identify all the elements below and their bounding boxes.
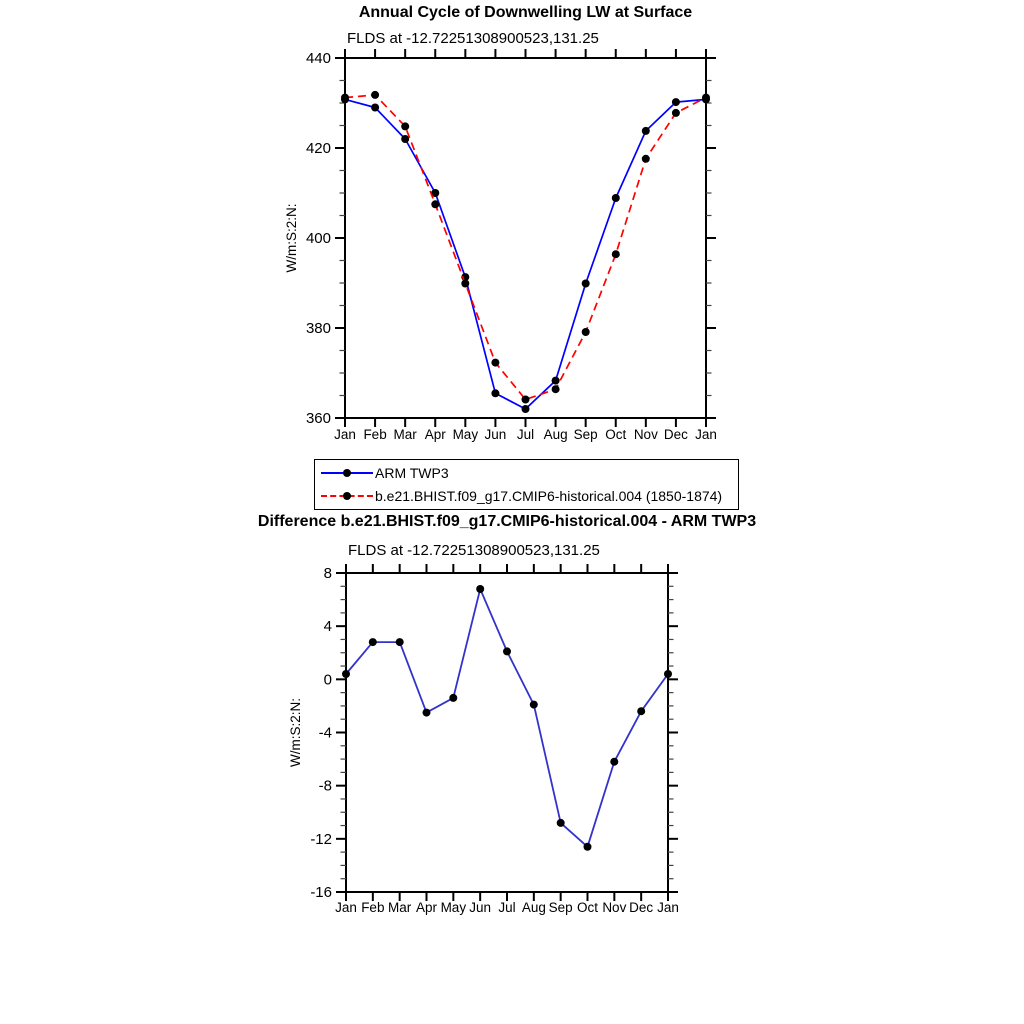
x-tick-label: Mar bbox=[393, 427, 417, 442]
x-axis bbox=[334, 49, 717, 442]
y-tick-label: 440 bbox=[305, 50, 331, 67]
x-tick-label: Jan bbox=[334, 427, 356, 442]
data-point-marker bbox=[461, 280, 469, 288]
data-point-marker bbox=[341, 94, 349, 102]
series-b-e21-bhist-f09-g17-cmip6-historical-004-1850-1874- bbox=[341, 91, 710, 404]
data-point-marker bbox=[341, 95, 349, 103]
legend-line-sample-model bbox=[321, 491, 373, 501]
y-tick-label: 4 bbox=[323, 618, 332, 636]
x-tick-label: Jan bbox=[657, 900, 679, 915]
data-point-marker bbox=[461, 273, 469, 281]
difference-subtitle: FLDS at -12.72251308900523,131.25 bbox=[348, 542, 600, 559]
data-point-marker bbox=[530, 701, 538, 709]
data-point-marker bbox=[582, 328, 590, 336]
data-point-marker bbox=[342, 670, 350, 678]
x-tick-label: Nov bbox=[633, 427, 658, 442]
legend-label-model: b.e21.BHIST.f09_g17.CMIP6-historical.004 (1850-1874) bbox=[375, 488, 723, 504]
data-point-marker bbox=[612, 250, 620, 258]
series-arm-twp3 bbox=[341, 95, 710, 413]
y-axis-title: W/m:S:2:N: bbox=[284, 203, 299, 273]
y-tick-label: 360 bbox=[305, 410, 331, 427]
y-axis-title: W/m:S:2:N: bbox=[288, 697, 303, 768]
x-tick-label: Sep bbox=[573, 427, 598, 442]
y-tick-label: -16 bbox=[310, 884, 332, 901]
y-tick-label: 420 bbox=[305, 140, 331, 157]
legend-label-obs: ARM TWP3 bbox=[375, 465, 449, 481]
data-point-marker bbox=[522, 405, 530, 413]
data-point-marker bbox=[642, 155, 650, 163]
plot-frame bbox=[346, 573, 668, 892]
x-tick-label: Jan bbox=[695, 427, 717, 442]
x-tick-label: Feb bbox=[361, 900, 385, 915]
data-point-marker bbox=[552, 377, 560, 385]
data-point-marker bbox=[371, 91, 379, 99]
y-tick-label: 0 bbox=[323, 671, 332, 689]
data-point-marker bbox=[612, 194, 620, 202]
y-axis bbox=[310, 565, 678, 901]
data-point-marker bbox=[702, 94, 710, 102]
data-point-marker bbox=[642, 127, 650, 135]
series-line bbox=[345, 99, 706, 409]
x-tick-label: Feb bbox=[363, 427, 387, 442]
data-point-marker bbox=[582, 280, 590, 288]
y-tick-label: 380 bbox=[305, 320, 331, 337]
data-point-marker bbox=[401, 135, 409, 143]
data-point-marker bbox=[423, 709, 431, 717]
data-point-marker bbox=[369, 638, 377, 646]
y-tick-label: 400 bbox=[305, 230, 331, 247]
data-point-marker bbox=[672, 98, 680, 106]
x-tick-label: Jun bbox=[484, 427, 507, 442]
data-point-marker bbox=[431, 200, 439, 208]
x-axis bbox=[335, 564, 679, 915]
data-point-marker bbox=[637, 707, 645, 715]
x-tick-label: May bbox=[452, 427, 479, 442]
plot-frame bbox=[345, 58, 706, 418]
data-point-marker bbox=[401, 122, 409, 130]
x-tick-label: Dec bbox=[663, 427, 688, 442]
data-point-marker bbox=[664, 670, 672, 678]
x-tick-label: Aug bbox=[543, 427, 568, 442]
data-point-marker bbox=[371, 104, 379, 112]
data-point-marker bbox=[503, 647, 511, 655]
x-tick-label: Nov bbox=[602, 900, 627, 915]
y-tick-label: 8 bbox=[323, 565, 332, 582]
annual-cycle-subtitle: FLDS at -12.72251308900523,131.25 bbox=[347, 30, 599, 47]
legend-line-sample-obs bbox=[321, 468, 373, 478]
x-tick-label: Mar bbox=[388, 900, 412, 915]
data-point-marker bbox=[702, 95, 710, 103]
y-tick-label: -4 bbox=[318, 724, 332, 742]
x-tick-label: May bbox=[440, 900, 467, 915]
data-point-marker bbox=[396, 638, 404, 646]
annual-cycle-title: Annual Cycle of Downwelling LW at Surface bbox=[358, 4, 693, 21]
data-point-marker bbox=[476, 585, 484, 593]
marker-dot-icon bbox=[343, 492, 351, 500]
data-point-marker bbox=[584, 843, 592, 851]
data-point-marker bbox=[522, 396, 530, 404]
legend-entry-model bbox=[321, 485, 738, 508]
y-tick-label: -12 bbox=[310, 830, 332, 848]
x-tick-label: Oct bbox=[605, 427, 627, 442]
data-point-marker bbox=[610, 758, 618, 766]
data-point-marker bbox=[552, 385, 560, 393]
x-tick-label: Oct bbox=[576, 900, 599, 915]
x-tick-label: Jan bbox=[335, 900, 357, 915]
y-tick-label: -8 bbox=[318, 777, 332, 795]
series-line bbox=[345, 95, 706, 400]
data-point-marker bbox=[672, 109, 680, 117]
x-tick-label: Sep bbox=[548, 900, 573, 915]
x-tick-label: Aug bbox=[521, 900, 546, 915]
data-point-marker bbox=[491, 359, 499, 367]
x-tick-label: Jul bbox=[498, 900, 516, 915]
x-tick-label: Apr bbox=[415, 900, 438, 915]
series-difference bbox=[342, 585, 672, 851]
legend-entry-obs bbox=[321, 462, 738, 485]
series-line bbox=[346, 589, 668, 847]
data-point-marker bbox=[431, 189, 439, 197]
y-axis bbox=[306, 50, 716, 427]
x-tick-label: Jun bbox=[469, 900, 492, 915]
data-point-marker bbox=[449, 694, 457, 702]
x-tick-label: Jul bbox=[516, 427, 535, 442]
x-tick-label: Dec bbox=[629, 900, 654, 915]
data-point-marker bbox=[491, 389, 499, 397]
x-tick-label: Apr bbox=[424, 427, 446, 442]
difference-title: Difference b.e21.BHIST.f09_g17.CMIP6-historical.004 - ARM TWP3 bbox=[257, 513, 757, 530]
marker-dot-icon bbox=[343, 469, 351, 477]
legend bbox=[314, 459, 739, 510]
data-point-marker bbox=[557, 819, 565, 827]
